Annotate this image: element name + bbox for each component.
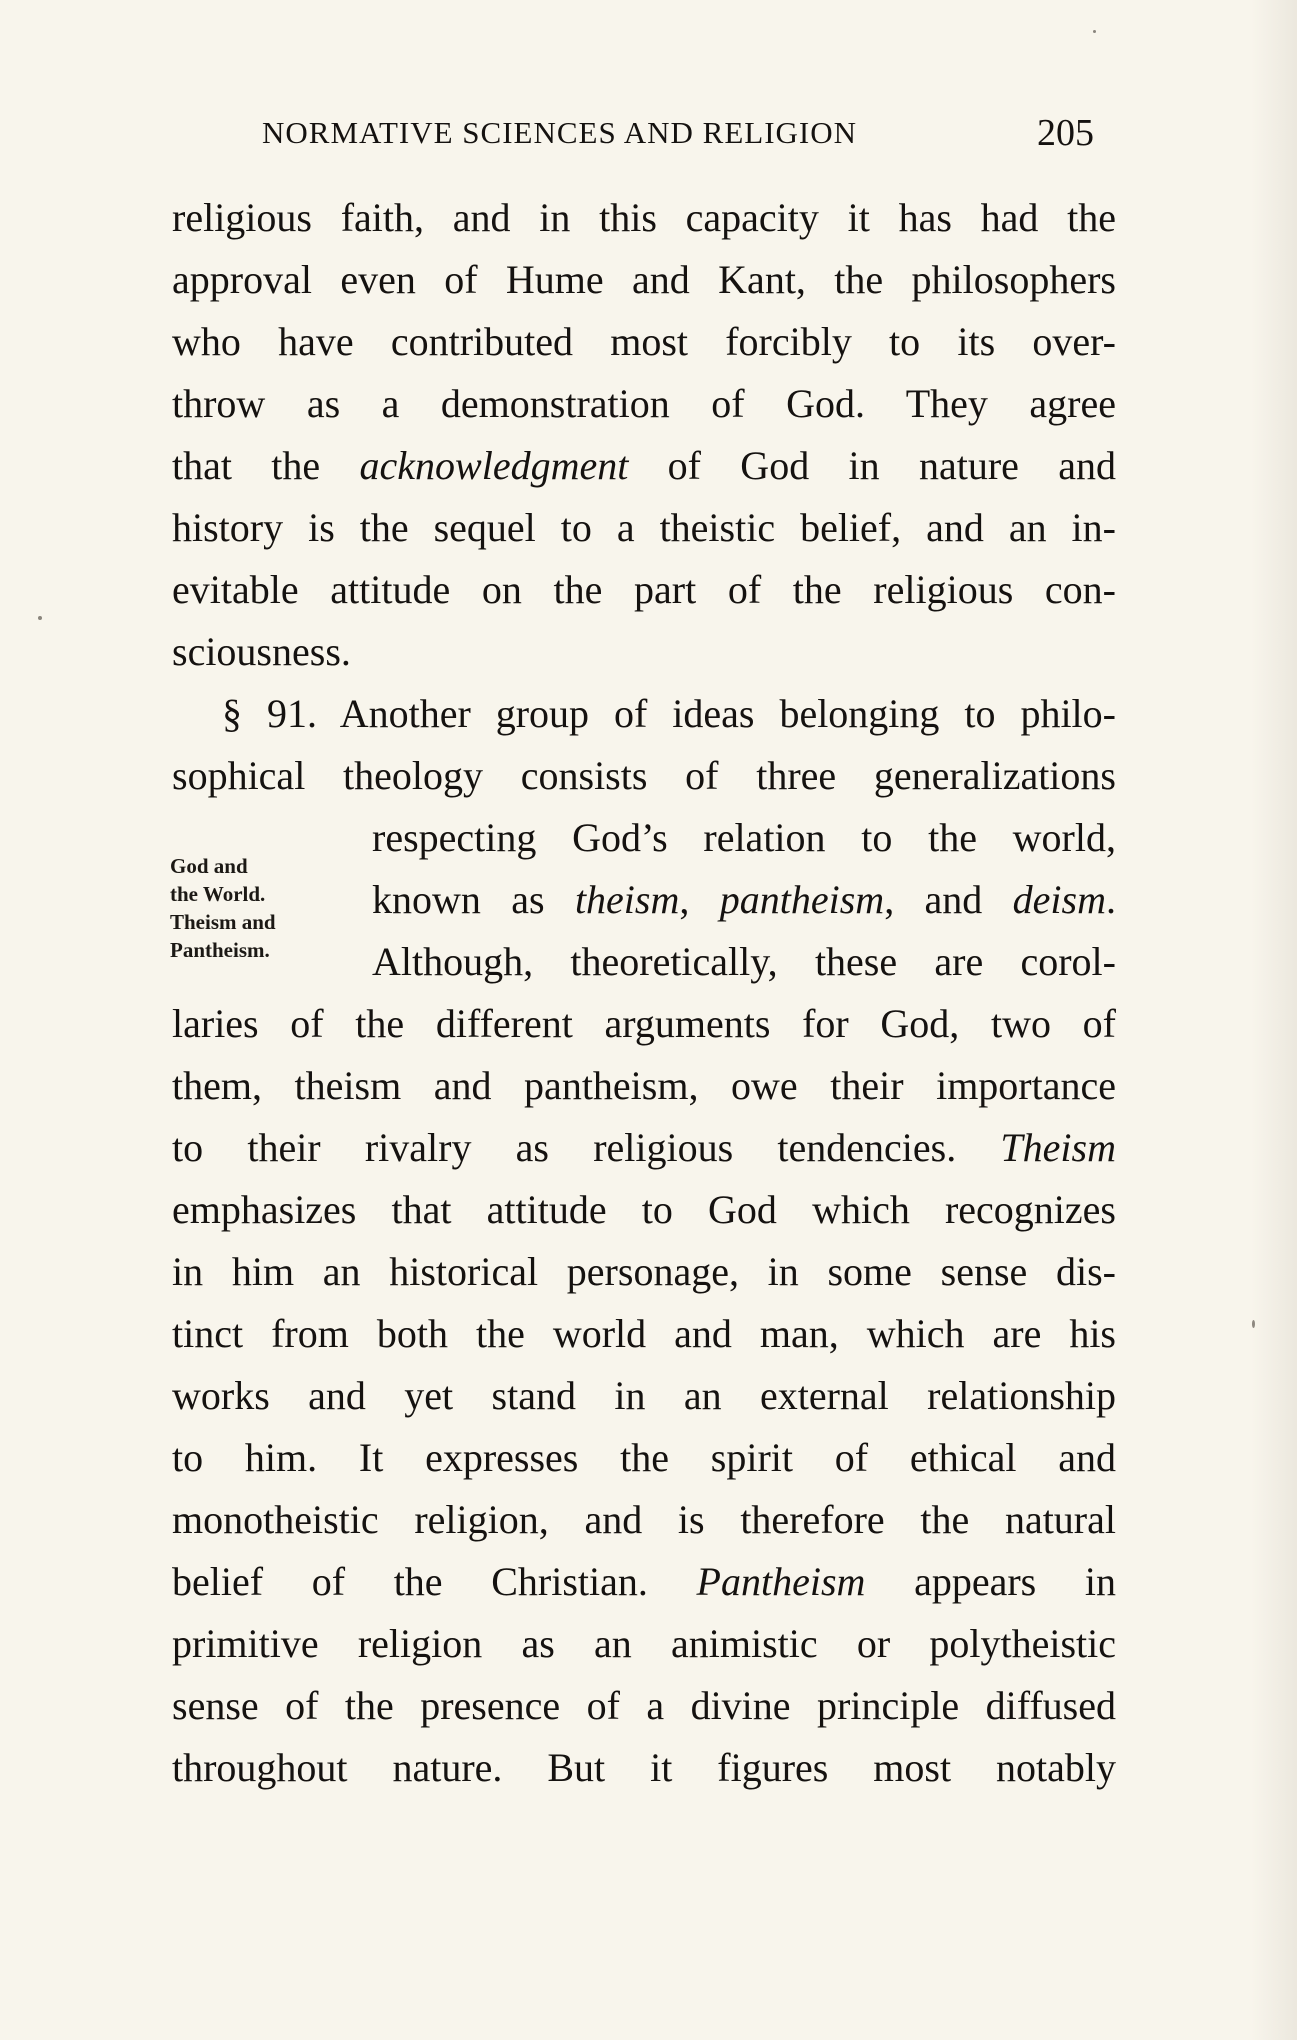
text-line <box>172 1117 1116 1179</box>
paper-speck <box>1093 30 1096 33</box>
text-line: tinct from both the world and man, which are his <box>172 1311 1116 1356</box>
text-line: works and yet stand in an external relationship <box>172 1373 1116 1418</box>
running-head: NORMATIVE SCIENCES AND RELIGION <box>262 115 858 150</box>
emphasis-term: Theism <box>1000 1125 1116 1170</box>
text-line: laries of the different arguments for God, two of <box>172 1001 1116 1046</box>
text-run: of God in nature and <box>628 443 1116 488</box>
section-start-line: § 91. Another group of ideas belonging to philo- <box>222 691 1116 736</box>
text-line: monotheistic religion, and is therefore the natural <box>172 1497 1116 1542</box>
text-line: in him an historical personage, in some sense dis- <box>172 1249 1116 1294</box>
text-run: , and <box>884 877 1013 922</box>
margin-note-line: the World. <box>170 882 266 906</box>
text-line: to him. It expresses the spirit of ethical and <box>172 1435 1116 1480</box>
text-run: appears in <box>865 1559 1117 1604</box>
paper-speck <box>38 616 42 620</box>
emphasis-term: deism <box>1012 877 1106 922</box>
margin-note-line: Theism and <box>170 910 276 934</box>
text-line: religious faith, and in this capacity it has had the <box>172 195 1116 240</box>
margin-note-line: God and <box>170 854 248 878</box>
text-line: evitable attitude on the part of the religious con- <box>172 567 1116 612</box>
text-line: history is the sequel to a theistic belief, and an in- <box>172 505 1116 550</box>
text-line <box>172 1551 1116 1613</box>
text-line: Although, theoretically, these are corol- <box>372 939 1116 984</box>
emphasis-term: pantheism <box>719 877 885 922</box>
text-run: . <box>1106 877 1116 922</box>
text-line <box>372 869 1116 931</box>
emphasis-term: acknowledgment <box>359 443 629 488</box>
emphasis-term: Pantheism <box>696 1559 866 1604</box>
text-line: throughout nature. But it figures most notably <box>172 1745 1116 1790</box>
text-line: who have contributed most forcibly to its over- <box>172 319 1116 364</box>
text-line: primitive religion as an animistic or polytheistic <box>172 1621 1116 1666</box>
text-run: to their rivalry as religious tendencies. <box>172 1125 1001 1170</box>
text-run: belief of the Christian. <box>172 1559 697 1604</box>
page-number: 205 <box>1037 112 1094 154</box>
paper-edge-shadow <box>1251 0 1297 2040</box>
text-line: sophical theology consists of three generalizations <box>172 753 1116 798</box>
text-line: respecting God’s relation to the world, <box>372 815 1116 860</box>
text-run: known as <box>372 877 575 922</box>
page-header <box>0 108 1297 158</box>
text-line: emphasizes that attitude to God which recognizes <box>172 1187 1116 1232</box>
margin-note-line: Pantheism. <box>170 938 270 962</box>
text-line: approval even of Hume and Kant, the philosophers <box>172 257 1116 302</box>
margin-note <box>170 852 360 964</box>
text-line: throw as a demonstration of God. They agree <box>172 381 1116 426</box>
text-line <box>172 435 1116 497</box>
text-line: sense of the presence of a divine principle diffused <box>172 1683 1116 1728</box>
text-run: , <box>679 877 720 922</box>
emphasis-term: theism <box>574 877 680 922</box>
text-line: sciousness. <box>172 629 351 674</box>
text-run: that the <box>172 443 360 488</box>
text-line: them, theism and pantheism, owe their importance <box>172 1063 1116 1108</box>
